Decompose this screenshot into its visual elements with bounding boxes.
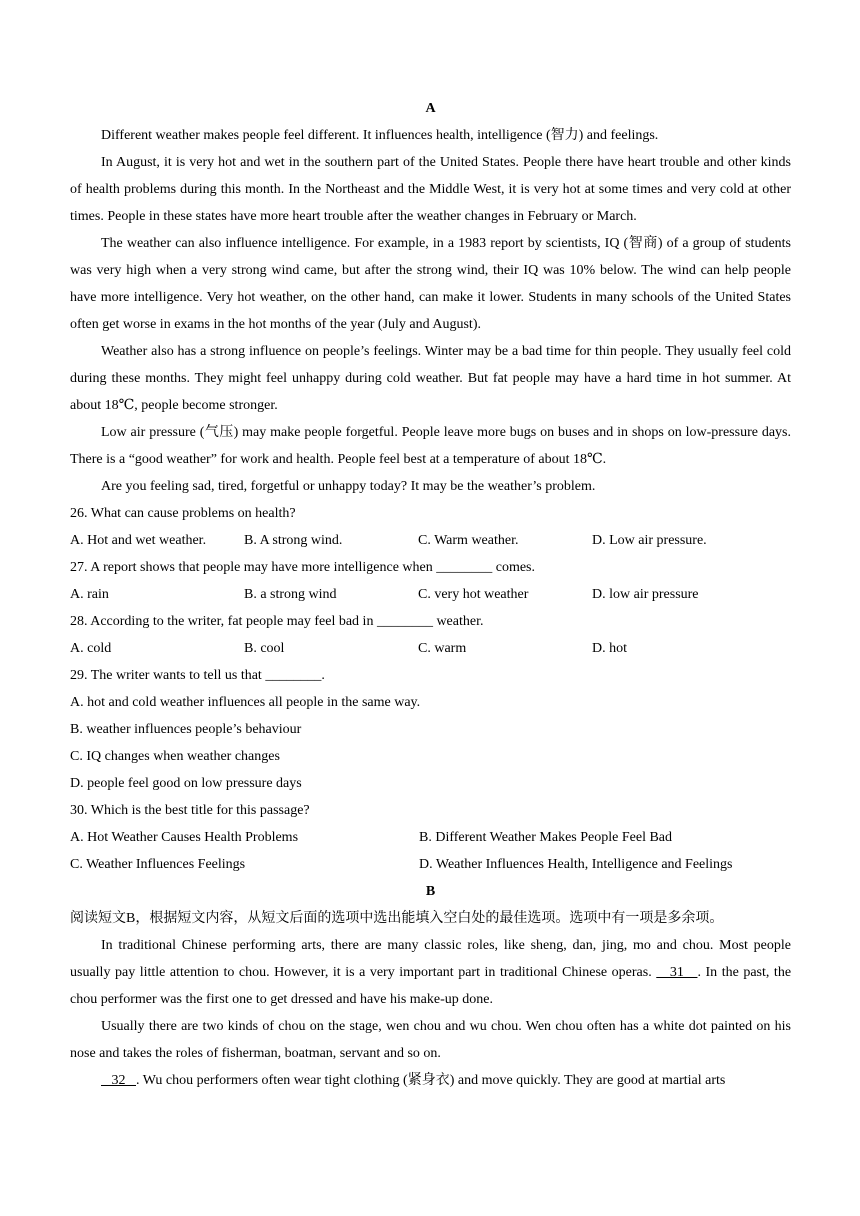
question-26-options — [70, 527, 791, 554]
q30-option-b: B. Different Weather Makes People Feel Bad — [419, 830, 673, 845]
q29-option-b: B. weather influences people’s behaviour — [70, 722, 302, 737]
section-a-heading: A — [425, 101, 436, 116]
q28-option-d: D. hot — [592, 641, 627, 656]
q27-option-b: B. a strong wind — [244, 587, 337, 602]
q28-option-c: C. warm — [418, 641, 467, 656]
question-26: 26. What can cause problems on health? — [70, 506, 296, 521]
question-28: 28. According to the writer, fat people may feel bad in ________ weather. — [70, 614, 484, 629]
question-29: 29. The writer wants to tell us that ________. — [70, 668, 325, 683]
section-a-paragraph-6: Are you feeling sad, tired, forgetful or unhappy today? It may be the weather’s problem. — [101, 479, 596, 494]
q29-option-a: A. hot and cold weather influences all people in the same way. — [70, 695, 421, 710]
blank-32: 32 — [101, 1073, 136, 1088]
section-b-heading: B — [425, 884, 436, 899]
q29-option-c: C. IQ changes when weather changes — [70, 749, 280, 764]
section-a-paragraph-3: The weather can also influence intelligence. For example, in a 1983 report by scientists, IQ (智商) of a group of students was very high when a very strong wind came, but after the strong wind, their IQ was 10% below. The wind can help people have more intelligence. Very hot weather, on the other hand, can make it lower. Students in many schools of the United States often get worse in exams in the hot months of the year (July and August). — [70, 236, 791, 332]
section-b-instructions: 阅读短文B，根据短文内容，从短文后面的选项中选出能填入空白处的最佳选项。选项中有一项是多余项。 — [70, 911, 724, 926]
q26-option-c: C. Warm weather. — [418, 533, 519, 548]
q28-option-b: B. cool — [244, 641, 285, 656]
q26-option-a: A. Hot and wet weather. — [70, 533, 207, 548]
section-a-paragraph-1: Different weather makes people feel different. It influences health, intelligence (智力) and feelings. — [101, 128, 659, 143]
question-30-options-row-1 — [70, 824, 791, 851]
section-b-paragraph-1-text: In traditional Chinese performing arts, there are many classic roles, like sheng, dan, jing, mo and chou. Most people usually pay little attention to chou. However, it is a very important part in traditional Chinese operas. — [70, 938, 791, 980]
section-b-paragraph-1-tail: . In the past, the chou performer was the first one to get dressed and have his make-up done. — [70, 965, 792, 1007]
q26-option-b: B. A strong wind. — [244, 533, 343, 548]
q27-option-c: C. very hot weather — [418, 587, 529, 602]
section-a-paragraph-5: Low air pressure (气压) may make people forgetful. People leave more bugs on buses and in shops on low-pressure days. There is a “good weather” for work and health. People feel best at a temperature of about 18℃. — [70, 425, 791, 467]
document-page — [70, 95, 791, 1094]
q30-option-a: A. Hot Weather Causes Health Problems — [70, 830, 299, 845]
section-b-paragraph-3-text: . Wu chou performers often wear tight clothing (紧身衣) and move quickly. They are good at martial arts — [136, 1073, 726, 1088]
q27-option-a: A. rain — [70, 587, 109, 602]
question-27: 27. A report shows that people may have more intelligence when ________ comes. — [70, 560, 536, 575]
q30-option-d: D. Weather Influences Health, Intelligence and Feelings — [419, 857, 733, 872]
question-30-options-row-2 — [70, 851, 791, 878]
question-30: 30. Which is the best title for this passage? — [70, 803, 310, 818]
section-a-paragraph-4: Weather also has a strong influence on people’s feelings. Winter may be a bad time for thin people. They usually feel cold during these months. They might feel unhappy during cold weather. But fat people may have a hard time in hot summer. At about 18℃, people become stronger. — [70, 344, 791, 413]
q30-option-c: C. Weather Influences Feelings — [70, 857, 246, 872]
section-b-paragraph-3 — [70, 1067, 791, 1094]
q29-option-d: D. people feel good on low pressure days — [70, 776, 302, 791]
q27-option-d: D. low air pressure — [592, 587, 699, 602]
section-a-paragraph-2: In August, it is very hot and wet in the southern part of the United States. People there have heart trouble and other kinds of health problems during this month. In the Northeast and the Middle West, it is very hot at some times and very cold at other times. People in these states have more heart trouble after the weather changes in February or March. — [70, 155, 791, 224]
q26-option-d: D. Low air pressure. — [592, 533, 707, 548]
question-28-options — [70, 635, 791, 662]
section-b-paragraph-2: Usually there are two kinds of chou on the stage, wen chou and wu chou. Wen chou often has a white dot painted on his nose and takes the roles of fisherman, boatman, servant and so on. — [70, 1019, 791, 1061]
question-27-options — [70, 581, 791, 608]
section-b-paragraph-1 — [70, 932, 791, 1013]
blank-31: 31 — [656, 965, 698, 980]
q28-option-a: A. cold — [70, 641, 112, 656]
